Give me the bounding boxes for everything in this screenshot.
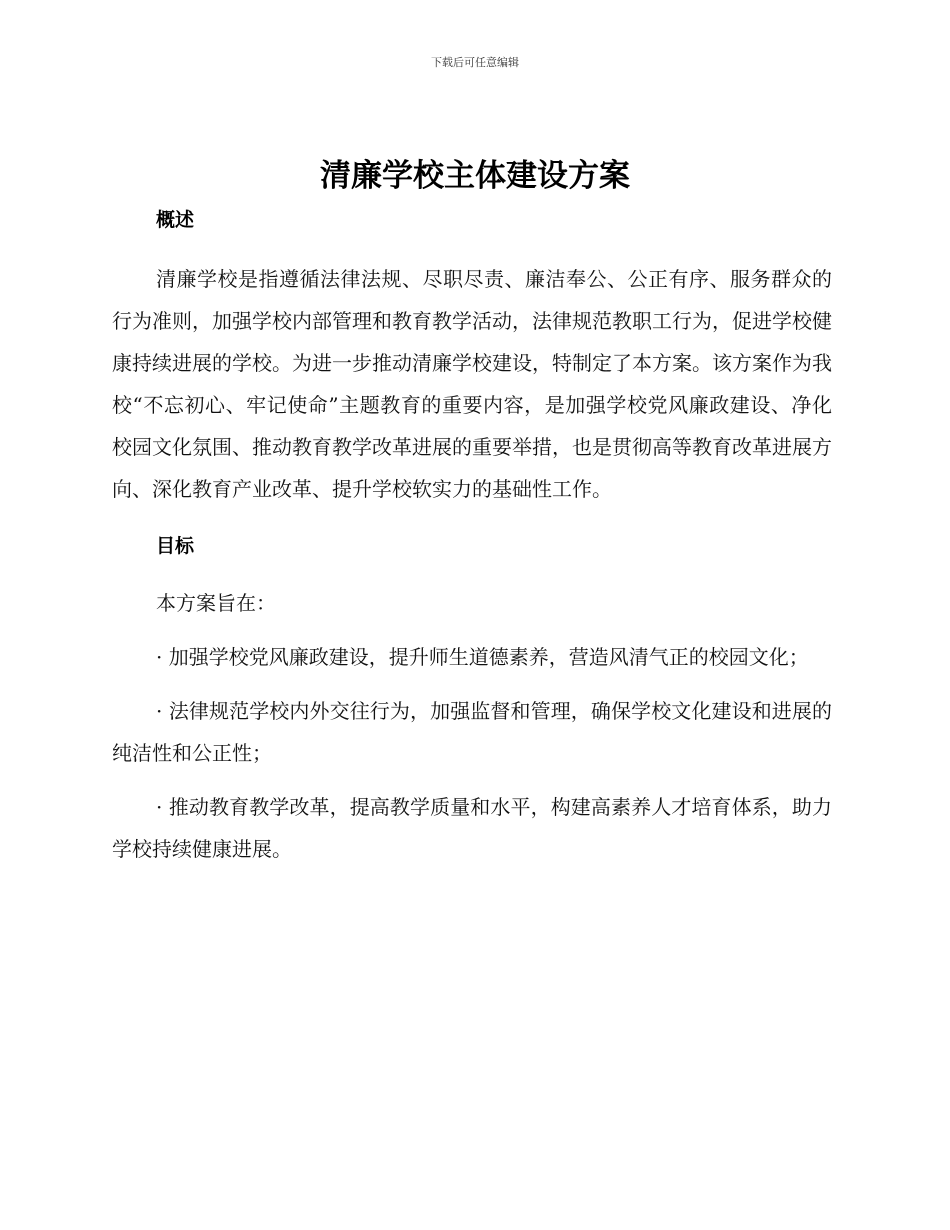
document-title: 清廉学校主体建设方案 [320, 158, 630, 194]
goal-bullet-item: · 推动教育教学改革，提高教学质量和水平，构建高素养人才培育体系，助力学校持续健康进展。 [112, 795, 832, 861]
goals-intro: 本方案旨在： [156, 591, 276, 615]
goal-bullet-item: · 法律规范学校内外交往行为，加强监督和管理，确保学校文化建设和进展的纯洁性和公正性； [112, 699, 832, 765]
section-goals [112, 530, 832, 870]
header-note: 下载后可任意编辑 [431, 56, 519, 69]
section-overview [112, 204, 832, 510]
section-heading-overview: 概述 [156, 209, 195, 231]
document-body [112, 204, 832, 870]
overview-paragraph: 清廉学校是指遵循法律法规、尽职尽责、廉洁奉公、公正有序、服务群众的行为准则，加强学校内部管理和教育教学活动，法律规范教职工行为，促进学校健康持续进展的学校。为进一步推动清廉学校建设，特制定了本方案。该方案作为我校“不忘初心、牢记使命”主题教育的重要内容，是加强学校党风廉政建设、净化校园文化氛围、推动教育教学改革进展的重要举措，也是贯彻高等教育改革进展方向、深化教育产业改革、提升学校软实力的基础性工作。 [112, 267, 832, 501]
section-heading-goals: 目标 [156, 535, 195, 557]
goal-bullet-item: · 加强学校党风廉政建设，提升师生道德素养，营造风清气正的校园文化； [156, 645, 809, 669]
